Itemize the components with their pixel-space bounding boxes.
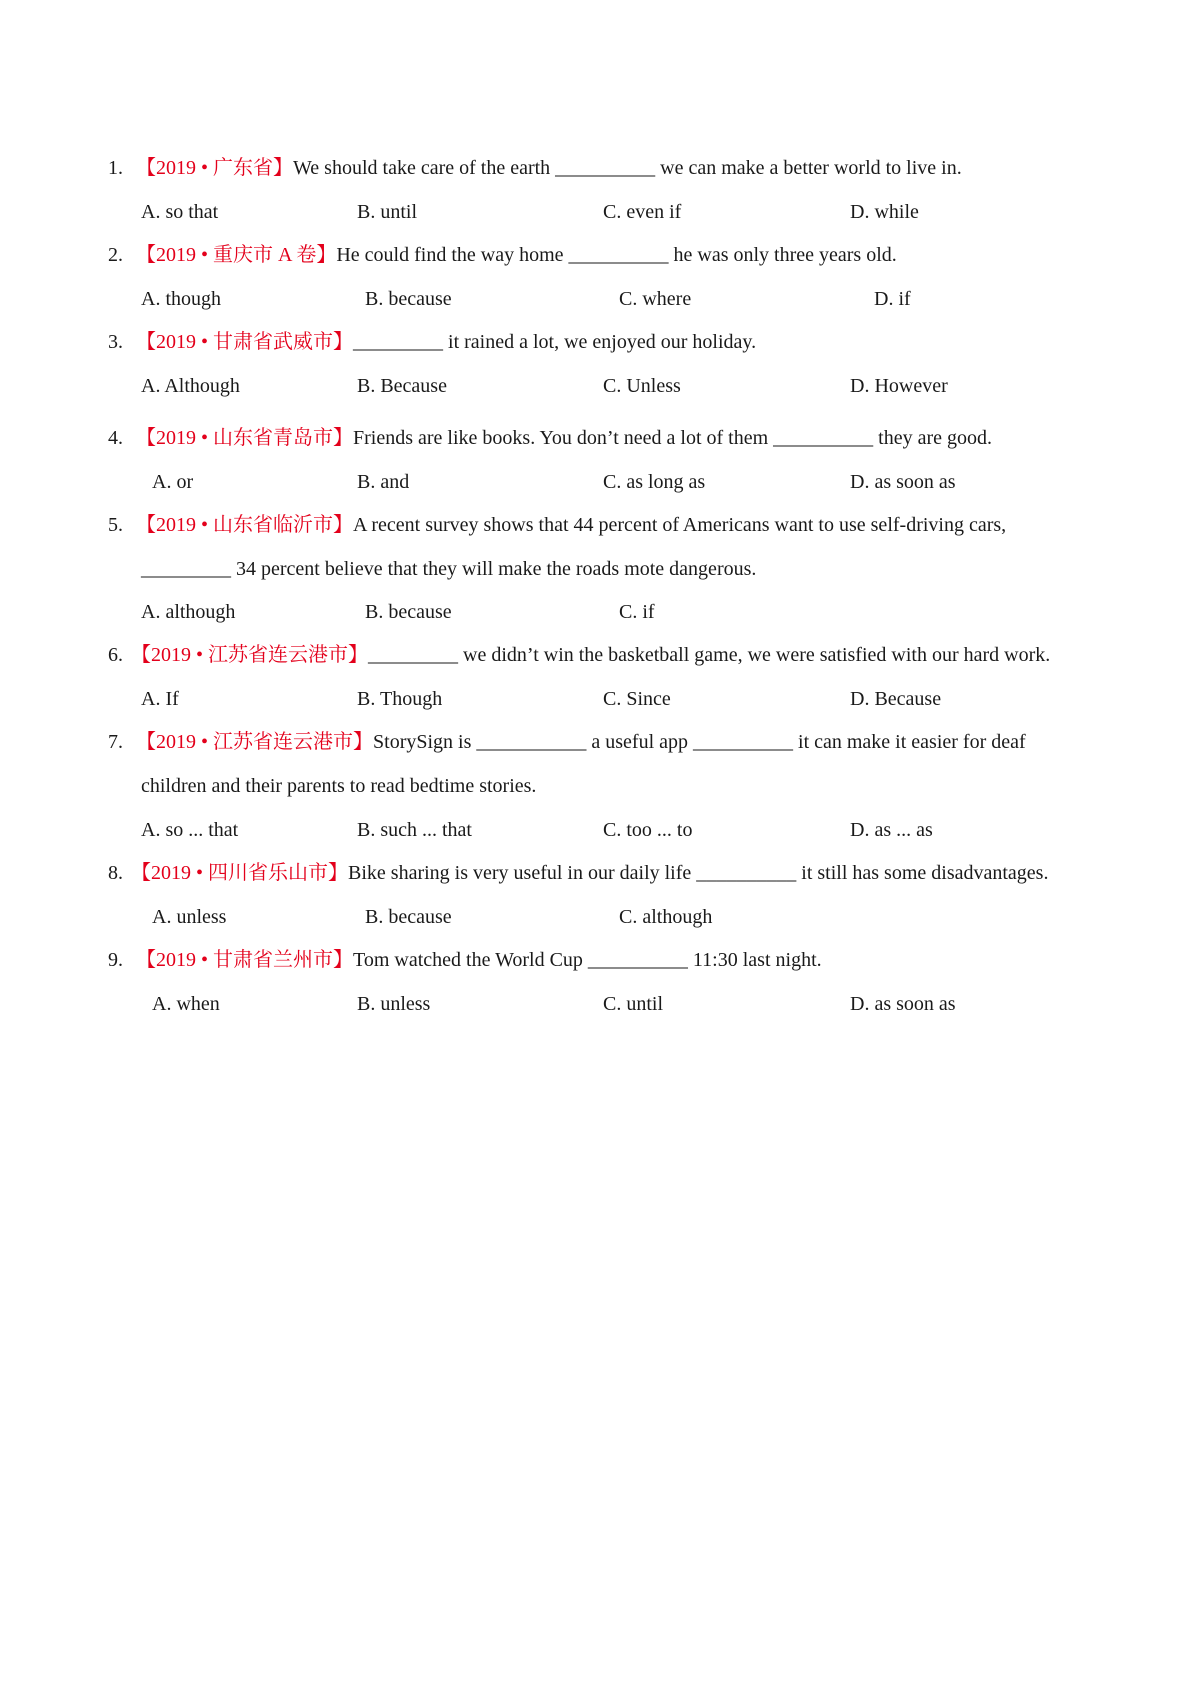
option-a: A. so ... that <box>141 819 239 841</box>
question-number: 6. <box>108 644 123 666</box>
option-a: A. so that <box>141 201 219 223</box>
option-b: B. because <box>365 906 452 928</box>
option-d: D. as ... as <box>850 819 933 841</box>
option-a: A. If <box>141 688 179 710</box>
question-number: 8. <box>108 862 123 884</box>
option-a: A. Although <box>141 375 240 397</box>
question-stem: Tom watched the World Cup __________ 11:30 last night. <box>353 949 822 971</box>
option-c: C. Unless <box>603 375 681 397</box>
question-source: 【2019 • 山东省青岛市】 <box>136 427 354 449</box>
option-b: B. because <box>365 601 452 623</box>
question-stem-continued: _________ 34 percent believe that they will make the roads mote dangerous. <box>141 558 757 580</box>
question-text <box>136 424 992 452</box>
option-b: B. such ... that <box>357 819 472 841</box>
option-a: A. although <box>141 601 236 623</box>
question-text <box>131 641 1050 669</box>
option-d: D. while <box>850 201 919 223</box>
option-c: C. as long as <box>603 471 706 493</box>
question-text <box>136 328 756 356</box>
option-c: C. where <box>619 288 692 310</box>
question-text <box>136 154 962 182</box>
option-a: A. though <box>141 288 221 310</box>
question-number: 1. <box>108 157 123 179</box>
question-source: 【2019 • 甘肃省武威市】 <box>136 331 354 353</box>
question-number: 7. <box>108 731 123 753</box>
option-b: B. unless <box>357 993 431 1015</box>
question-stem: _________ it rained a lot, we enjoyed our holiday. <box>353 331 757 353</box>
question-stem: We should take care of the earth __________ we can make a better world to live in. <box>293 157 962 179</box>
option-c: C. even if <box>603 201 682 223</box>
option-a: A. unless <box>152 906 227 928</box>
option-c: C. if <box>619 601 655 623</box>
option-c: C. too ... to <box>603 819 693 841</box>
question-source: 【2019 • 甘肃省兰州市】 <box>136 949 354 971</box>
question-stem: He could find the way home __________ he was only three years old. <box>336 244 897 266</box>
option-b: B. and <box>357 471 410 493</box>
question-source: 【2019 • 江苏省连云港市】 <box>131 644 369 666</box>
question-text <box>136 511 1006 539</box>
question-text <box>136 728 1026 756</box>
option-c: C. although <box>619 906 713 928</box>
option-c: C. until <box>603 993 664 1015</box>
question-stem: A recent survey shows that 44 percent of Americans want to use self-driving cars, <box>353 514 1007 536</box>
option-d: D. as soon as <box>850 471 956 493</box>
question-number: 5. <box>108 514 123 536</box>
option-d: D. if <box>874 288 911 310</box>
question-number: 3. <box>108 331 123 353</box>
question-text <box>136 241 897 269</box>
question-source: 【2019 • 重庆市 A 卷】 <box>136 244 337 266</box>
question-stem: _________ we didn’t win the basketball game, we were satisfied with our hard work. <box>368 644 1051 666</box>
question-source: 【2019 • 山东省临沂市】 <box>136 514 354 536</box>
question-text <box>131 859 1048 887</box>
question-stem: StorySign is ___________ a useful app __________ it can make it easier for deaf <box>373 731 1026 753</box>
question-source: 【2019 • 江苏省连云港市】 <box>136 731 374 753</box>
question-stem: Friends are like books. You don’t need a lot of them __________ they are good. <box>353 427 992 449</box>
option-a: A. or <box>152 471 194 493</box>
question-stem-continued: children and their parents to read bedtime stories. <box>141 775 537 797</box>
option-b: B. Because <box>357 375 447 397</box>
option-c: C. Since <box>603 688 671 710</box>
question-stem: Bike sharing is very useful in our daily life __________ it still has some disadvantages. <box>348 862 1049 884</box>
question-text <box>136 946 822 974</box>
option-a: A. when <box>152 993 220 1015</box>
question-number: 4. <box>108 427 123 449</box>
question-number: 9. <box>108 949 123 971</box>
option-d: D. However <box>850 375 948 397</box>
question-source: 【2019 • 四川省乐山市】 <box>131 862 349 884</box>
option-d: D. as soon as <box>850 993 956 1015</box>
question-source: 【2019 • 广东省】 <box>136 157 294 179</box>
option-b: B. until <box>357 201 418 223</box>
question-number: 2. <box>108 244 123 266</box>
option-b: B. Though <box>357 688 443 710</box>
option-d: D. Because <box>850 688 942 710</box>
option-b: B. because <box>365 288 452 310</box>
